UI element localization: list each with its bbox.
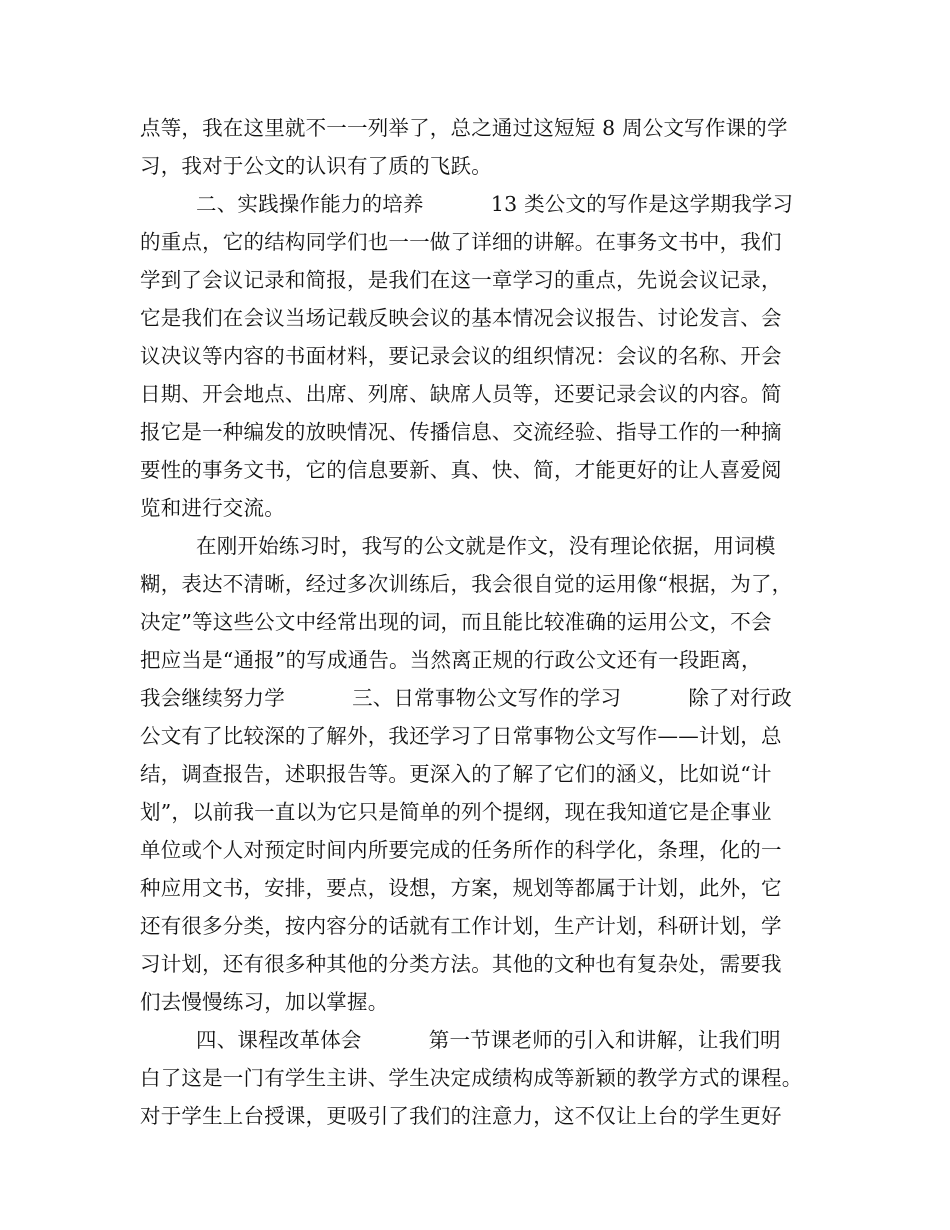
text-line: 的重点，它的结构同学们也一一做了详细的讲解。在事务文书中，我们 (140, 230, 782, 254)
section-heading-line: 我会继续努力学 三、日常事物公文写作的学习 除了对行政 (140, 686, 792, 710)
text-line: 白了这是一门有学生主讲、学生决定成绩构成等新颖的教学方式的课程。 (140, 1066, 803, 1090)
text-line: 习，我对于公文的认识有了质的飞跃。 (140, 154, 492, 178)
text-line: 们去慢慢练习，加以掌握。 (140, 990, 389, 1014)
text-line: 公文有了比较深的了解外，我还学习了日常事物公文写作——计划，总 (140, 724, 782, 748)
text-line: 单位或个人对预定时间内所要完成的任务所作的科学化，条理，化的一 (140, 838, 782, 862)
text-line: 学到了会议记录和简报，是我们在这一章学习的重点，先说会议记录， (140, 268, 782, 292)
text-line: 划”，以前我一直以为它只是简单的列个提纲，现在我知道它是企事业 (140, 800, 772, 824)
text-line: 习计划，还有很多种其他的分类方法。其他的文种也有复杂处，需要我 (140, 952, 782, 976)
section-heading-line: 四、课程改革体会 第一节课老师的引入和讲解，让我们明 (196, 1028, 781, 1052)
text-line: 它是我们在会议当场记载反映会议的基本情况会议报告、讨论发言、会 (140, 306, 782, 330)
paragraph-first-line: 在刚开始练习时，我写的公文就是作文，没有理论依据，用词模 (196, 534, 776, 558)
text-line: 点等，我在这里就不一一列举了，总之通过这短短 8 周公文写作课的学 (140, 116, 788, 140)
text-line: 决定”等这些公文中经常出现的词，而且能比较准确的运用公文，不会 (140, 610, 772, 634)
text-line: 对于学生上台授课，更吸引了我们的注意力，这不仅让上台的学生更好 (140, 1104, 782, 1128)
text-line: 议决议等内容的书面材料，要记录会议的组织情况：会议的名称、开会 (140, 344, 782, 368)
text-line: 要性的事务文书，它的信息要新、真、快、简，才能更好的让人喜爱阅 (140, 458, 782, 482)
text-line: 还有很多分类，按内容分的话就有工作计划，生产计划，科研计划，学 (140, 914, 782, 938)
text-line: 日期、开会地点、出席、列席、缺席人员等，还要记录会议的内容。简 (140, 382, 782, 406)
text-line: 报它是一种编发的放映情况、传播信息、交流经验、指导工作的一种摘 (140, 420, 782, 444)
text-line: 结，调查报告，述职报告等。更深入的了解了它们的涵义，比如说“计 (140, 762, 772, 786)
section-heading-line: 二、实践操作能力的培养 13 类公文的写作是这学期我学习 (196, 192, 794, 216)
text-line: 览和进行交流。 (140, 496, 285, 520)
text-line: 糊，表达不清晰，经过多次训练后，我会很自觉的运用像“根据，为了， (140, 572, 793, 596)
text-line: 种应用文书，安排，要点，设想，方案，规划等都属于计划，此外，它 (140, 876, 782, 900)
text-line: 把应当是“通报”的写成通告。当然离正规的行政公文还有一段距离， (140, 648, 762, 672)
